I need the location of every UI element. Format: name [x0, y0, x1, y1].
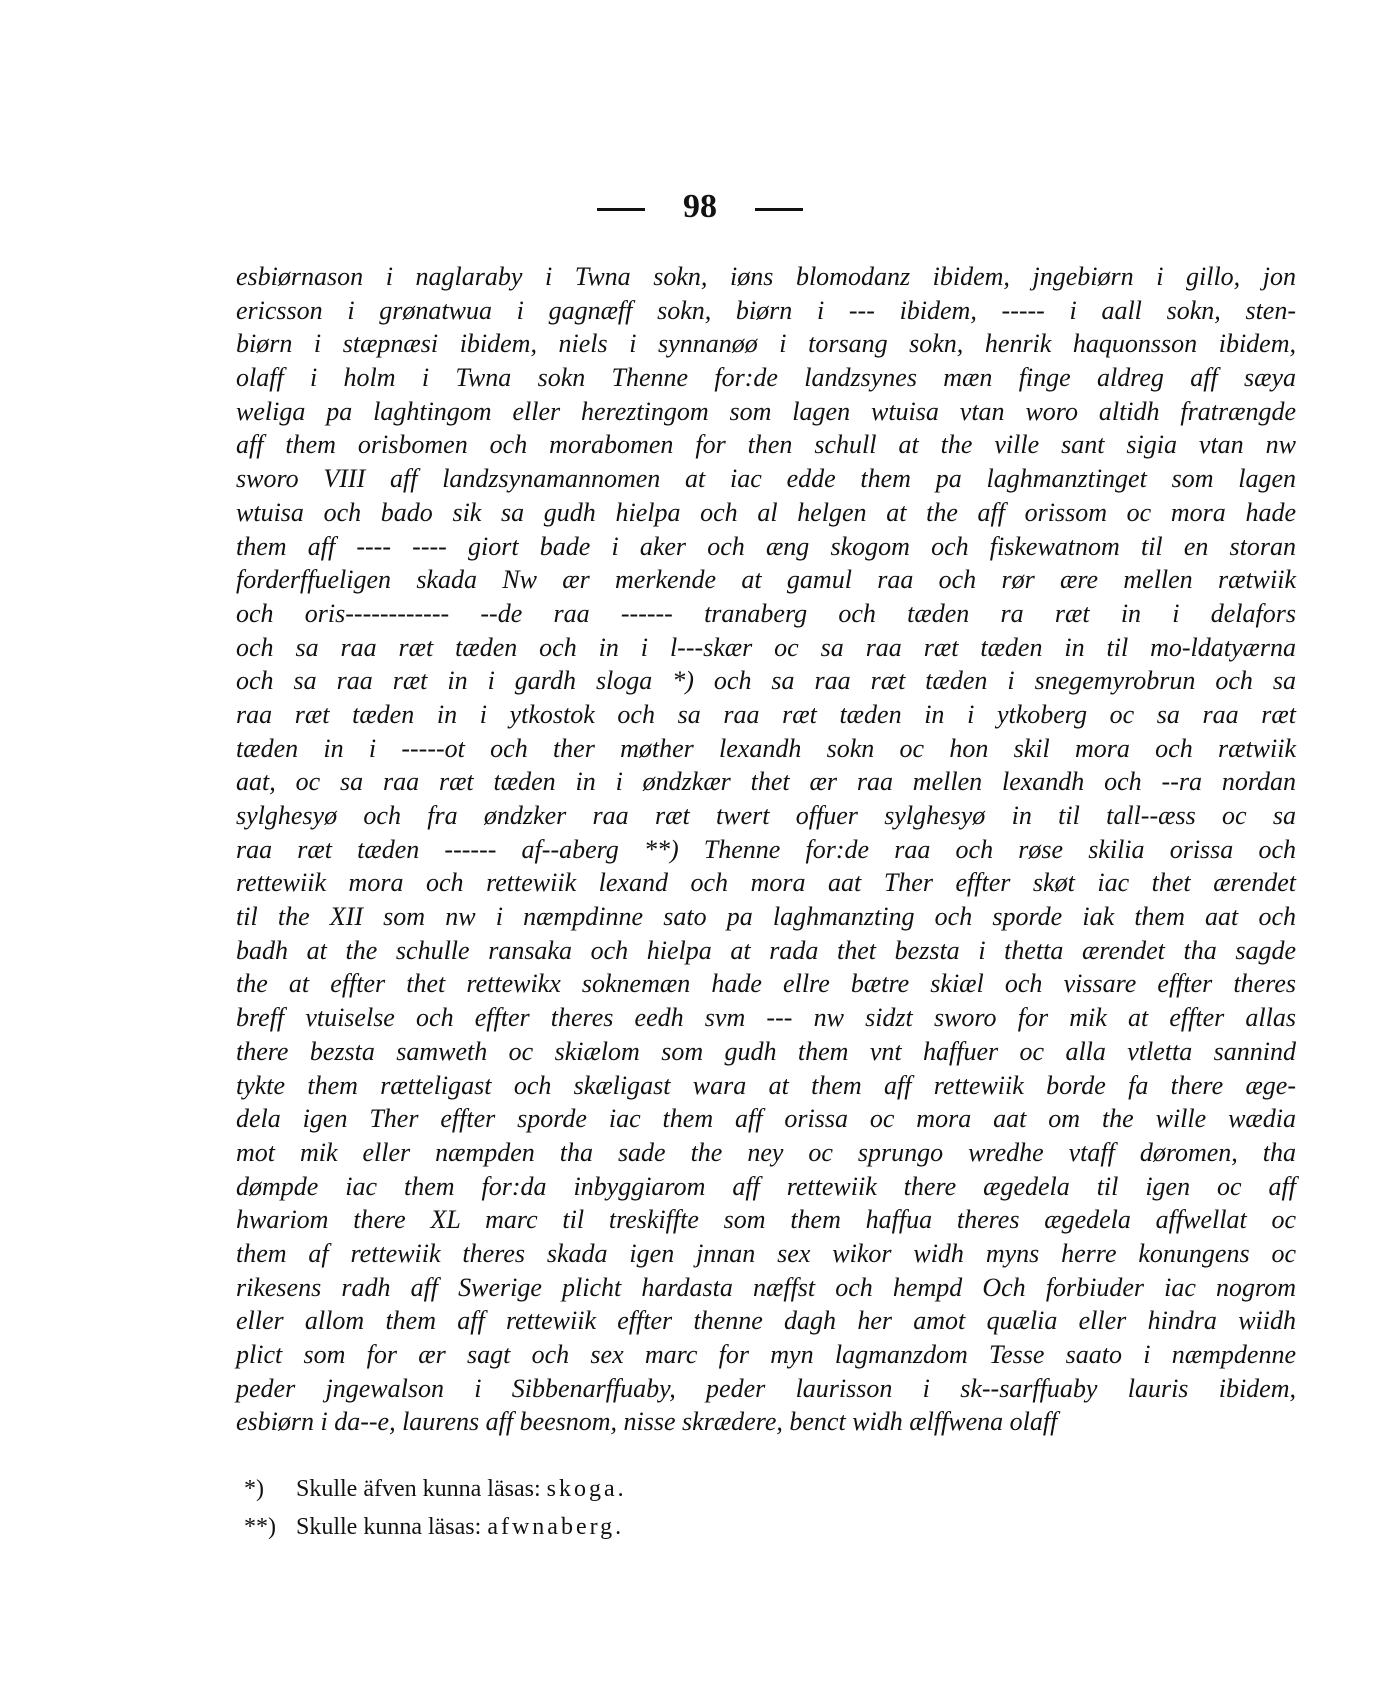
- text-line: there bezsta samweth oc skiælom som gudh them vnt haffuer oc alla vtletta sannind: [236, 1036, 1296, 1066]
- text-line: och sa raa ræt in i gardh sloga *) och sa raa ræt tæden i snegemyrobrun och sa: [236, 666, 1296, 696]
- text-line: ericsson i grønatwua i gagnæff sokn, biørn i --- ibidem, ----- i aall sokn, sten-: [236, 295, 1296, 325]
- footnote-text: Skulle kunna läsas:: [296, 1514, 482, 1540]
- text-line: forderffueligen skada Nw ær merkende at gamul raa och rør ære mellen rætwiik: [236, 565, 1296, 595]
- text-line: esbiørnason i naglaraby i Twna sokn, iøns blomodanz ibidem, jngebiørn i gillo, jon: [236, 262, 1296, 291]
- text-line: wtuisa och bado sik sa gudh hielpa och al helgen at the aff orissom oc mora hade: [236, 497, 1296, 527]
- footnote-reading: afwnaberg.: [487, 1514, 625, 1540]
- text-line: plict som for ær sagt och sex marc for myn lagmanzdom Tesse saato i næmpdenne: [236, 1340, 1296, 1369]
- text-line: esbiørn i da--e, laurens aff beesnom, nisse skrædere, benct widh ælffwena olaff: [236, 1407, 1058, 1437]
- text-line: badh at the schulle ransaka och hielpa at rada thet bezsta i thetta ærendet tha sagde: [236, 935, 1296, 965]
- text-line: rikesens radh aff Swerige plicht hardasta næffst och hempd Och forbiuder iac nogrom: [236, 1272, 1296, 1302]
- text-line: them af rettewiik theres skada igen jnnan sex wikor widh myns herre konungens oc: [236, 1238, 1296, 1268]
- footnote-text: Skulle äfven kunna läsas:: [296, 1476, 541, 1502]
- text-line: och sa raa ræt tæden och in i l---skær oc sa raa ræt tæden in til mo-ldatyærna: [236, 632, 1296, 662]
- text-line: raa ræt tæden ------ af--aberg **) Thenne for:de raa och røse skilia orissa och: [236, 834, 1296, 864]
- text-line: aat, oc sa raa ræt tæden in i øndzkær thet ær raa mellen lexandh och --ra nordan: [236, 767, 1296, 797]
- footnote-reading: skoga.: [546, 1476, 627, 1502]
- text-line: rettewiik mora och rettewiik lexand och mora aat Ther effter skøt iac thet ærendet: [236, 868, 1296, 898]
- footnote-mark: *): [244, 1476, 264, 1502]
- header-dash-right: [755, 208, 803, 211]
- footnote: [244, 1508, 1144, 1546]
- text-line: sylghesyø och fra øndzker raa ræt twert offuer sylghesyø in til tall--æss oc sa: [236, 801, 1296, 830]
- page-number: 98: [683, 188, 717, 225]
- text-line: hwariom there XL marc til treskiffte som them haffua theres ægedela affwellat oc: [236, 1205, 1296, 1235]
- text-line: til the XII som nw i næmpdinne sato pa laghmanzting och sporde iak them aat och: [236, 902, 1296, 932]
- text-line: olaff i holm i Twna sokn Thenne for:de landzsynes mæn finge aldreg aff sæya: [236, 363, 1296, 393]
- text-line: breff vtuiselse och effter theres eedh svm --- nw sidzt sworo for mik at effter allas: [236, 1003, 1296, 1033]
- text-line: the at effter thet rettewikx soknemæn hade ellre bætre skiæl och vissare effter theres: [236, 969, 1296, 999]
- text-line: tykte them rætteligast och skæligast wara at them aff rettewiik borde fa there æge-: [236, 1070, 1296, 1100]
- text-line: raa ræt tæden in i ytkostok och sa raa ræt tæden in i ytkoberg oc sa raa ræt: [236, 699, 1296, 729]
- text-line: peder jngewalson i Sibbenarffuaby, peder laurisson i sk--sarffuaby lauris ibidem,: [236, 1373, 1296, 1403]
- header-dash-left: [597, 208, 645, 211]
- text-line: tæden in i -----ot och ther møther lexandh sokn oc hon skil mora och rætwiik: [236, 733, 1296, 763]
- text-line: biørn i stæpnæsi ibidem, niels i synnanøø i torsang sokn, henrik haquonsson ibidem,: [236, 329, 1296, 359]
- text-line: eller allom them aff rettewiik effter thenne dagh her amot quælia eller hindra wiidh: [236, 1306, 1296, 1336]
- footnote: [244, 1470, 1144, 1508]
- text-line: mot mik eller næmpden tha sade the ney oc sprungo wredhe vtaff døromen, tha: [236, 1137, 1296, 1167]
- footnotes: [244, 1470, 1144, 1546]
- footnote-mark: **): [244, 1514, 276, 1540]
- text-line: sworo VIII aff landzsynamannomen at iac edde them pa laghmanztinget som lagen: [236, 464, 1296, 494]
- text-line: dela igen Ther effter sporde iac them aff orissa oc mora aat om the wille wædia: [236, 1104, 1296, 1134]
- page-header: [0, 188, 1400, 226]
- text-line: them aff ---- ---- giort bade i aker och æng skogom och fiskewatnom til en storan: [236, 531, 1296, 561]
- text-line: weliga pa laghtingom eller hereztingom som lagen wtuisa vtan woro altidh fratrængde: [236, 396, 1296, 426]
- text-line: och oris------------ --de raa ------ tranaberg och tæden ra ræt in i delafors: [236, 598, 1296, 628]
- body-text: [236, 260, 1296, 1439]
- text-line: dømpde iac them for:da inbyggiarom aff rettewiik there ægedela til igen oc aff: [236, 1171, 1296, 1201]
- text-line: aff them orisbomen och morabomen for then schull at the ville sant sigia vtan nw: [236, 430, 1296, 460]
